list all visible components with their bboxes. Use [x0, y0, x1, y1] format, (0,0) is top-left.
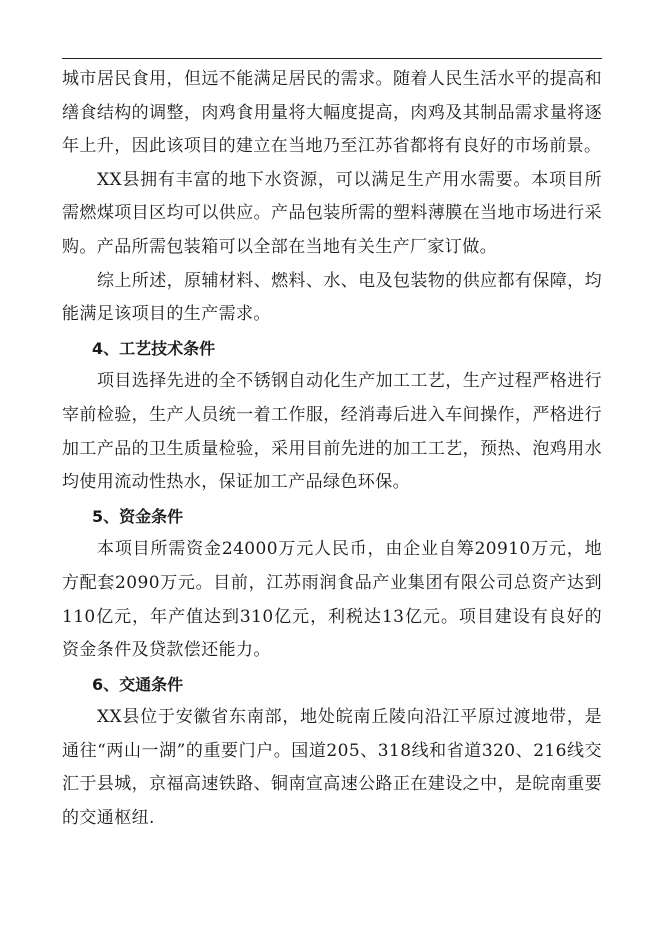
paragraph-process-technology: 项目选择先进的全不锈钢自动化生产加工工艺，生产过程严格进行宰前检验，生产人员统一着工作服，经消毒后进入车间操作，严格进行加工产品的卫生质量检验，采用目前先进的加工工艺，预热、泡鸡用水均使用流动性热水，保证加工产品绿色环保。 — [62, 371, 602, 493]
paragraph-funding: 本项目所需资金24000万元人民币，由企业自筹20910万元，地方配套2090万元。目前，江苏雨润食品产业集团有限公司总资产达到110亿元，年产值达到310亿元，利税达13亿元。项目建设有良好的资金条件及贷款偿还能力。 — [62, 539, 602, 661]
header-rule — [62, 58, 602, 59]
document-body — [62, 63, 602, 836]
heading-funding: 5、资金条件 — [92, 506, 184, 526]
paragraph-transportation: XX县位于安徽省东南部，地处皖南丘陵向沿江平原过渡地带，是通往“两山一湖”的重要门户。国道205、318线和省道320、216线交汇于县城，京福高速铁路、铜南宣高速公路正在建设之中，是皖南重要的交通枢纽. — [62, 707, 602, 829]
paragraph-market-outlook: 城市居民食用，但远不能满足居民的需求。随着人民生活水平的提高和缮食结构的调整，肉鸡食用量将大幅度提高，肉鸡及其制品需求量将逐年上升，因此该项目的建立在当地乃至江苏省都将有良好的市场前景。 — [62, 69, 602, 157]
heading-transportation: 6、交通条件 — [92, 674, 184, 694]
paragraph-supply-summary: 综上所述，原辅材料、燃料、水、电及包装物的供应都有保障，均能满足该项目的生产需求。 — [62, 270, 602, 325]
paragraph-water-supply: XX县拥有丰富的地下水资源，可以满足生产用水需要。本项目所需燃煤项目区均可以供应。产品包装所需的塑料薄膜在当地市场进行采购。产品所需包装箱可以全部在当地有关生产厂家订做。 — [62, 169, 602, 257]
heading-process-technology: 4、工艺技术条件 — [92, 338, 216, 358]
